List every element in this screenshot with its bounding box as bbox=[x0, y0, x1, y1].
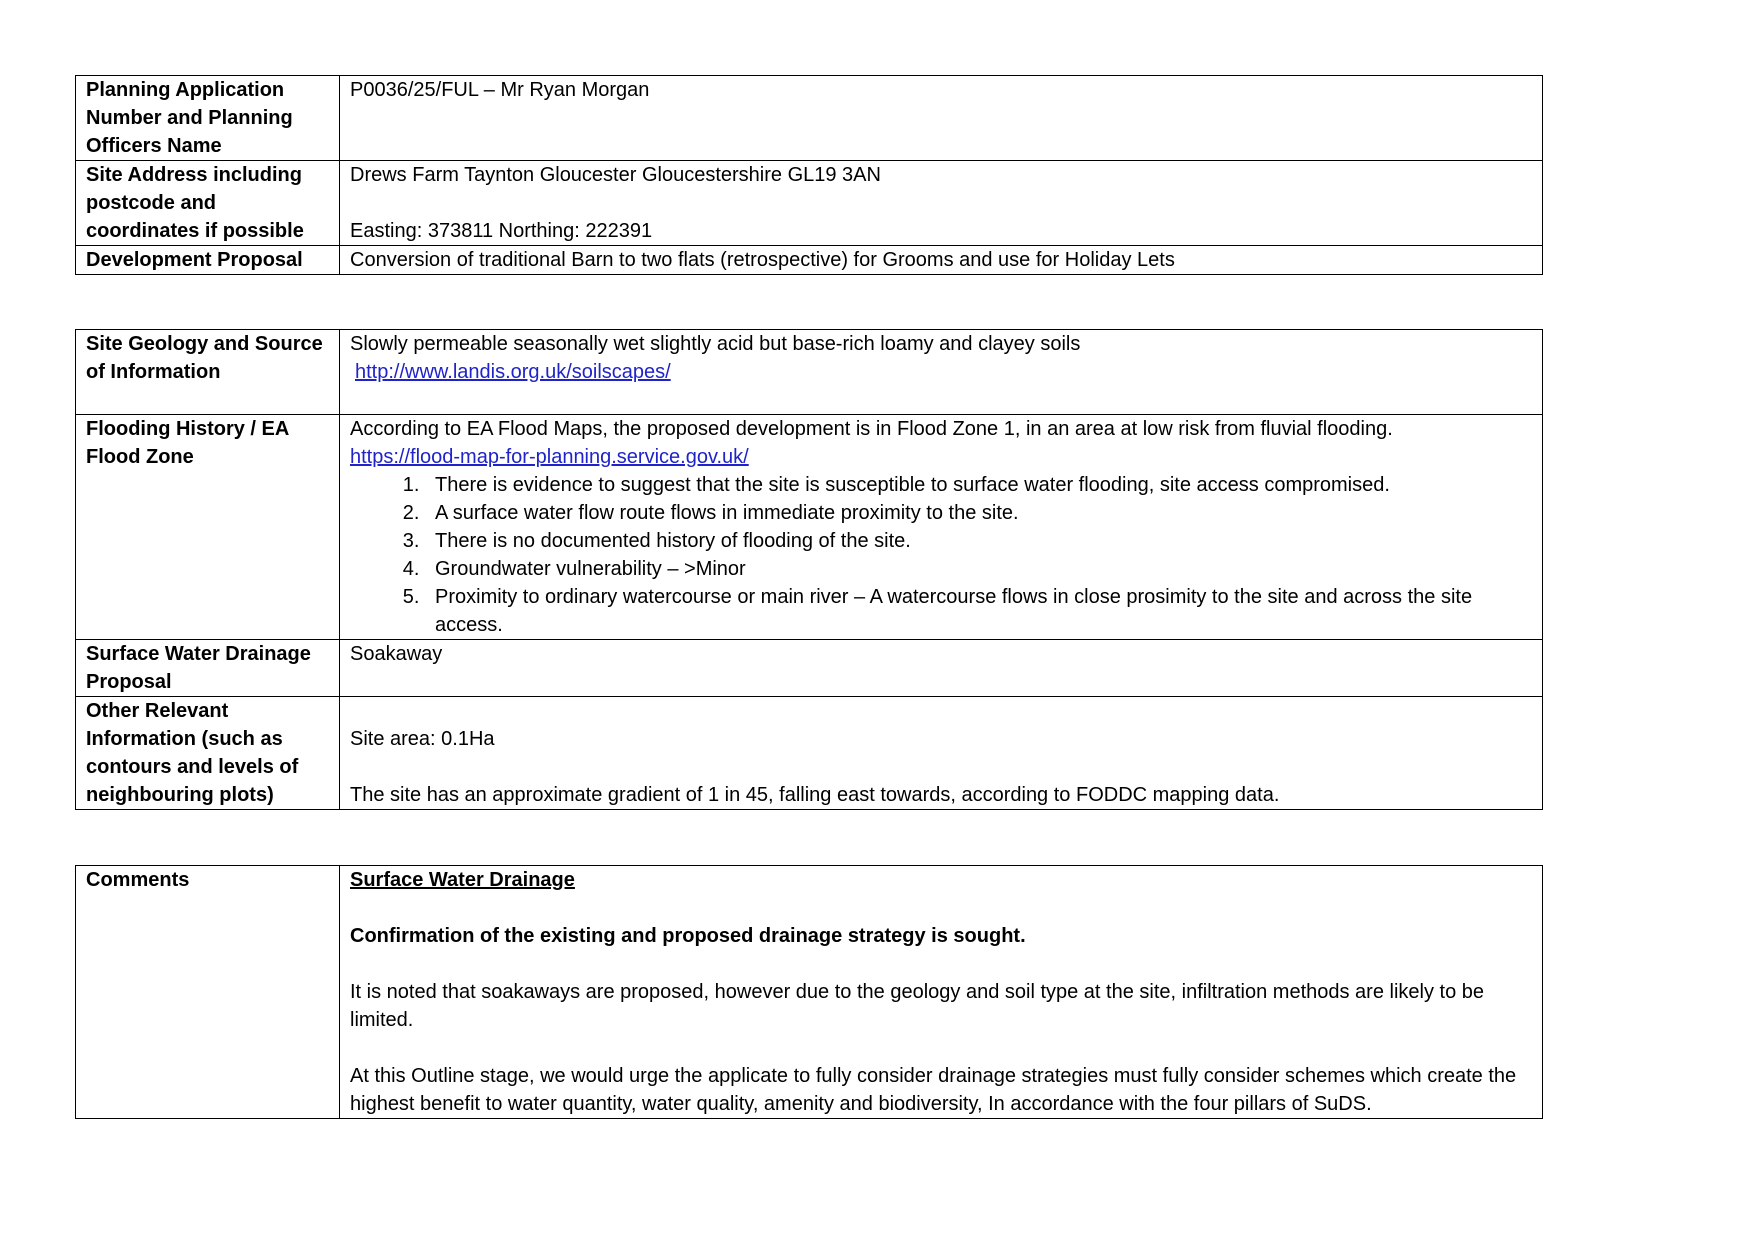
development-proposal-label: Development Proposal bbox=[76, 246, 340, 275]
table-row bbox=[76, 330, 1543, 415]
comments-bold-statement: Confirmation of the existing and proposed drainage strategy is sought. bbox=[350, 925, 1026, 947]
comments-paragraph: It is noted that soakaways are proposed, however due to the geology and soil type at the site, infiltration methods are likely to be limited. bbox=[350, 981, 1485, 1031]
spacer bbox=[350, 753, 1532, 781]
comments-paragraph: At this Outline stage, we would urge the applicate to fully consider drainage strategies must fully consider schemes which create the highest benefit to water quantity, water quality, amenity and biodiversity, In accordance with the four pillars of SuDS. bbox=[350, 1065, 1517, 1115]
soilscapes-link[interactable]: http://www.landis.org.uk/soilscapes/ bbox=[355, 361, 671, 383]
soilscapes-link-wrap bbox=[350, 358, 1532, 386]
flood-zone-text: According to EA Flood Maps, the proposed development is in Flood Zone 1, in an area at low risk from fluvial flooding. bbox=[350, 418, 1393, 440]
comments-label: Comments bbox=[76, 866, 340, 1119]
site-address-label: Site Address including postcode and coordinates if possible bbox=[76, 161, 340, 246]
flooding-history-value bbox=[340, 415, 1543, 640]
application-number-value bbox=[340, 76, 1543, 161]
comments-heading: Surface Water Drainage bbox=[350, 869, 575, 891]
list-item: 1. There is evidence to suggest that the site is susceptible to surface water flooding, site access compromised. bbox=[425, 471, 1532, 499]
other-information-label: Other Relevant Information (such as contours and levels of neighbouring plots) bbox=[76, 697, 340, 810]
drainage-proposal-label: Surface Water Drainage Proposal bbox=[76, 640, 340, 697]
spacer bbox=[350, 1034, 1532, 1062]
flooding-points-list bbox=[350, 471, 1532, 639]
site-information-table bbox=[75, 329, 1543, 810]
drainage-proposal-text: Soakaway bbox=[350, 643, 443, 665]
development-proposal-value bbox=[340, 246, 1543, 275]
site-address-text: Drews Farm Taynton Gloucester Gloucestershire GL19 3AN bbox=[350, 164, 881, 186]
comments-table bbox=[75, 865, 1543, 1119]
other-information-value bbox=[340, 697, 1543, 810]
flood-map-link[interactable]: https://flood-map-for-planning.service.gov.uk/ bbox=[350, 446, 749, 468]
table-row bbox=[76, 246, 1543, 275]
table-row bbox=[76, 76, 1543, 161]
spacer bbox=[350, 950, 1532, 978]
site-geology-text: Slowly permeable seasonally wet slightly acid but base-rich loamy and clayey soils bbox=[350, 333, 1081, 355]
development-proposal-text: Conversion of traditional Barn to two flats (retrospective) for Grooms and use for Holiday Lets bbox=[350, 249, 1175, 271]
site-area-text: Site area: 0.1Ha bbox=[350, 728, 495, 750]
application-number-text: P0036/25/FUL – Mr Ryan Morgan bbox=[350, 79, 650, 101]
site-gradient-text: The site has an approximate gradient of 1 in 45, falling east towards, according to FODDC mapping data. bbox=[350, 784, 1280, 806]
application-number-label: Planning Application Number and Planning Officers Name bbox=[76, 76, 340, 161]
comments-value bbox=[340, 866, 1543, 1119]
list-item: 4. Groundwater vulnerability – >Minor bbox=[425, 555, 1532, 583]
drainage-proposal-value bbox=[340, 640, 1543, 697]
list-item: 2. A surface water flow route flows in immediate proximity to the site. bbox=[425, 499, 1532, 527]
table-row bbox=[76, 866, 1543, 1119]
site-address-value bbox=[340, 161, 1543, 246]
site-geology-value bbox=[340, 330, 1543, 415]
spacer bbox=[350, 894, 1532, 922]
spacer bbox=[350, 189, 1532, 217]
table-row bbox=[76, 161, 1543, 246]
table-row bbox=[76, 415, 1543, 640]
spacer bbox=[350, 697, 1532, 725]
flooding-history-label: Flooding History / EA Flood Zone bbox=[76, 415, 340, 640]
list-item: 3. There is no documented history of flooding of the site. bbox=[425, 527, 1532, 555]
site-geology-label: Site Geology and Source of Information bbox=[76, 330, 340, 415]
spacer bbox=[350, 386, 1532, 414]
table-row bbox=[76, 697, 1543, 810]
table-row bbox=[76, 640, 1543, 697]
application-details-table bbox=[75, 75, 1543, 275]
list-item: 5. Proximity to ordinary watercourse or main river – A watercourse flows in close prosimity to the site and across the site access. bbox=[425, 583, 1532, 639]
site-coordinates-text: Easting: 373811 Northing: 222391 bbox=[350, 220, 653, 242]
flood-map-link-wrap bbox=[350, 443, 1532, 471]
